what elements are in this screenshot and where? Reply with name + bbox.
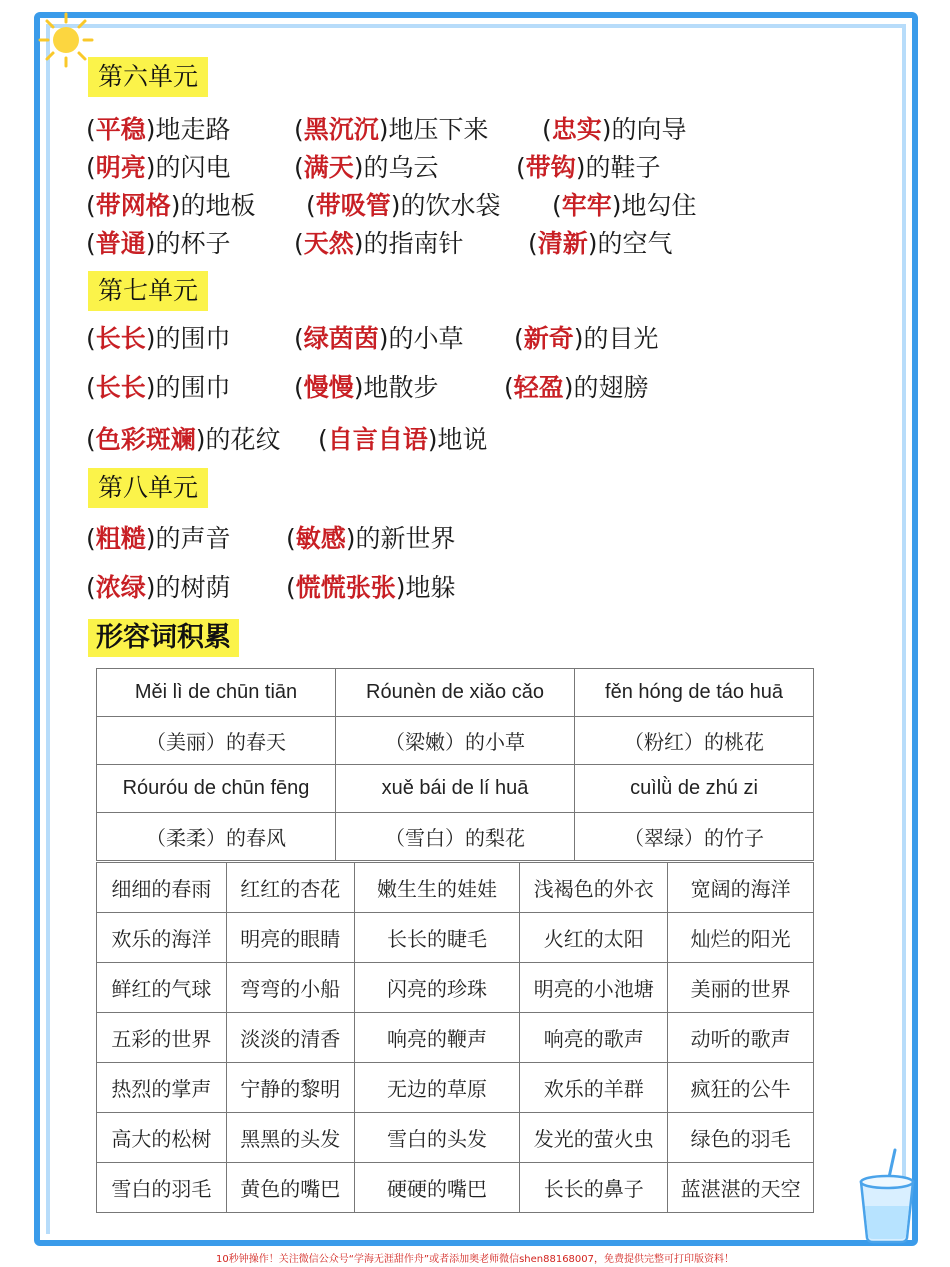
phrase: (忠实)的向导: [542, 115, 687, 144]
table-cell: 浅褐色的外衣: [520, 863, 668, 913]
phrase: (粗糙)的声音: [86, 524, 231, 553]
table-cell: 明亮的眼睛: [226, 913, 354, 963]
table-row: [97, 669, 814, 717]
table-cell: 无边的草原: [354, 1063, 520, 1113]
table-cell: 蓝湛湛的天空: [668, 1163, 814, 1213]
table-row: [97, 1063, 814, 1113]
table-row: [97, 765, 814, 813]
table-cell: 嫩生生的娃娃: [354, 863, 520, 913]
unit-8-title: 第八单元: [88, 468, 208, 508]
table-cell: （美丽）的春天: [97, 717, 336, 765]
table-cell: 硬硬的嘴巴: [354, 1163, 520, 1213]
footer-note: 10秒钟操作！关注微信公众号“学海无涯甜作舟”或者添加奥老师微信shen88168007，免费提供完整可打印版资料！: [215, 1254, 735, 1265]
table-cell: 灿烂的阳光: [668, 913, 814, 963]
table-row: [97, 717, 814, 765]
table-cell: 高大的松树: [97, 1113, 227, 1163]
phrase: (轻盈)的翅膀: [504, 373, 649, 402]
phrase: (自言自语)地说: [318, 425, 488, 454]
phrase: (敏感)的新世界: [286, 524, 456, 553]
phrase: (普通)的杯子: [86, 229, 231, 258]
table-row: [97, 963, 814, 1013]
table-cell: 热烈的掌声: [97, 1063, 227, 1113]
table-cell: 黄色的嘴巴: [226, 1163, 354, 1213]
table-cell: 淡淡的清香: [226, 1013, 354, 1063]
table-cell: 弯弯的小船: [226, 963, 354, 1013]
table-cell: （翠绿）的竹子: [575, 813, 814, 861]
table-cell: 宁静的黎明: [226, 1063, 354, 1113]
adjective-grid: [96, 862, 814, 1213]
drinking-cup-icon: [855, 1148, 919, 1244]
table-row: [97, 1163, 814, 1213]
phrase: (绿茵茵)的小草: [294, 324, 464, 353]
table-cell: 五彩的世界: [97, 1013, 227, 1063]
table-cell: 响亮的歌声: [520, 1013, 668, 1063]
table-cell: xuě bái de lí huā: [336, 765, 575, 813]
table-cell: 明亮的小池塘: [520, 963, 668, 1013]
table-cell: 闪亮的珍珠: [354, 963, 520, 1013]
phrase: (平稳)地走路: [86, 115, 231, 144]
table-cell: 雪白的头发: [354, 1113, 520, 1163]
table-cell: 黑黑的头发: [226, 1113, 354, 1163]
table-row: [97, 1013, 814, 1063]
table-cell: （粉红）的桃花: [575, 717, 814, 765]
phrase: (带吸管)的饮水袋: [306, 191, 501, 220]
table-cell: 响亮的鞭声: [354, 1013, 520, 1063]
table-cell: 欢乐的海洋: [97, 913, 227, 963]
phrase: (天然)的指南针: [294, 229, 464, 258]
table-cell: 长长的鼻子: [520, 1163, 668, 1213]
adjectives-title: 形容词积累: [88, 619, 239, 657]
phrase: (长长)的围巾: [86, 373, 231, 402]
unit-6-title: 第六单元: [88, 57, 208, 97]
table-row: [97, 913, 814, 963]
phrase: (浓绿)的树荫: [86, 573, 231, 602]
phrase: (清新)的空气: [528, 229, 673, 258]
phrase: (长长)的围巾: [86, 324, 231, 353]
sun-icon: [36, 10, 96, 70]
phrase: (慌慌张张)地躲: [286, 573, 456, 602]
phrase: (明亮)的闪电: [86, 153, 231, 182]
table-cell: 雪白的羽毛: [97, 1163, 227, 1213]
phrase: (满天)的乌云: [294, 153, 439, 182]
table-cell: Měi lì de chūn tiān: [97, 669, 336, 717]
table-cell: 欢乐的羊群: [520, 1063, 668, 1113]
phrase: (带网格)的地板: [86, 191, 256, 220]
table-cell: fěn hóng de táo huā: [575, 669, 814, 717]
table-cell: Róunèn de xiǎo cǎo: [336, 669, 575, 717]
table-cell: cuìlǜ de zhú zi: [575, 765, 814, 813]
table-cell: 红红的杏花: [226, 863, 354, 913]
table-cell: 绿色的羽毛: [668, 1113, 814, 1163]
table-cell: 发光的萤火虫: [520, 1113, 668, 1163]
table-cell: 美丽的世界: [668, 963, 814, 1013]
phrase: (牢牢)地勾住: [552, 191, 697, 220]
phrase: (黑沉沉)地压下来: [294, 115, 489, 144]
phrase: (带钩)的鞋子: [516, 153, 661, 182]
table-cell: 宽阔的海洋: [668, 863, 814, 913]
phrase: (慢慢)地散步: [294, 373, 439, 402]
table-row: [97, 813, 814, 861]
table-cell: （梁嫩）的小草: [336, 717, 575, 765]
table-cell: （柔柔）的春风: [97, 813, 336, 861]
table-cell: 动听的歌声: [668, 1013, 814, 1063]
table-cell: 疯狂的公牛: [668, 1063, 814, 1113]
unit-7-title: 第七单元: [88, 271, 208, 311]
table-row: [97, 863, 814, 913]
phrase: (新奇)的目光: [514, 324, 659, 353]
table-cell: 细细的春雨: [97, 863, 227, 913]
table-cell: （雪白）的梨花: [336, 813, 575, 861]
pinyin-table: [96, 668, 814, 861]
table-row: [97, 1113, 814, 1163]
table-cell: 长长的睫毛: [354, 913, 520, 963]
table-cell: 火红的太阳: [520, 913, 668, 963]
phrase: (色彩斑斓)的花纹: [86, 425, 281, 454]
table-cell: 鲜红的气球: [97, 963, 227, 1013]
table-cell: Róuróu de chūn fēng: [97, 765, 336, 813]
